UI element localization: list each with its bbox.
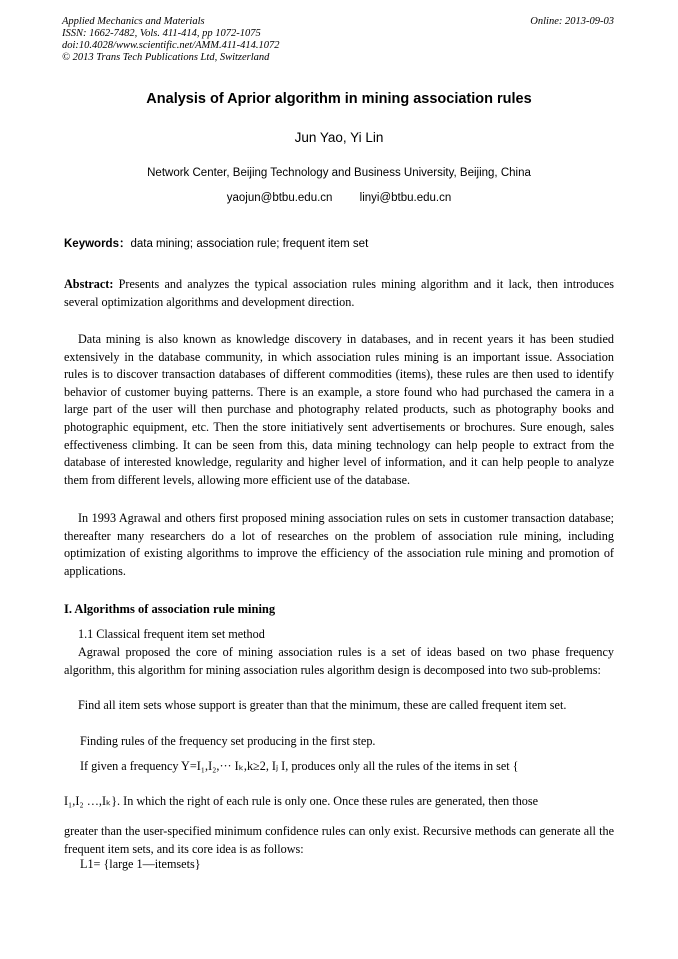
body-paragraph: If given a frequency Y=I₁,I₂,··· Iₖ,k≥2, Iⱼ I, produces only all the rules of the items in set { bbox=[80, 759, 519, 773]
author-emails bbox=[0, 192, 678, 204]
body-paragraph: Find all item sets whose support is greater than that the minimum, these are called frequent item set. bbox=[78, 698, 567, 712]
journal-doi: doi:10.4028/www.scientific.net/AMM.411-414.1072 bbox=[62, 40, 280, 51]
online-date: Online: 2013-09-03 bbox=[530, 16, 614, 27]
body-paragraph: In 1993 Agrawal and others first proposed mining association rules on sets in customer transaction database; thereafter many researchers do a lot of researches on the problem of association rule mining, including optimization of existing algorithms to improve the efficiency of the association rule mining and promotion of applications. bbox=[64, 511, 614, 578]
paper-title: Analysis of Aprior algorithm in mining association rules bbox=[146, 91, 532, 107]
keywords bbox=[64, 235, 368, 251]
author-email: yaojun@btbu.edu.cn bbox=[226, 192, 333, 204]
section-heading: I. Algorithms of association rule mining bbox=[64, 602, 276, 616]
body-paragraph: Finding rules of the frequency set producing in the first step. bbox=[80, 734, 376, 748]
abstract-label: Abstract: bbox=[64, 277, 114, 291]
journal-header bbox=[62, 16, 614, 64]
body-paragraph: I₁,I₂ …,Iₖ}. In which the right of each rule is only one. Once these rules are generated, then those bbox=[64, 794, 539, 808]
body-paragraph: Agrawal proposed the core of mining association rules is a set of ideas based on two phase frequency algorithm, this algorithm for mining association rules algorithm design is decomposed into two sub-problems: bbox=[64, 645, 614, 677]
journal-name: Applied Mechanics and Materials bbox=[62, 16, 205, 27]
paper-authors: Jun Yao, Yi Lin bbox=[294, 130, 384, 145]
author-affiliation: Network Center, Beijing Technology and Business University, Beijing, China bbox=[147, 167, 531, 179]
abstract-text: Presents and analyzes the typical association rules mining algorithm and it lack, then introduces several optimization algorithms and development direction. bbox=[64, 277, 614, 309]
keywords-label: Keywords： bbox=[64, 238, 131, 250]
body-paragraph: Data mining is also known as knowledge discovery in databases, and in recent years it has been studied extensively in the database community, in which association rules mining is an important issue. Association rules is to discover transaction databases of different commodities (items), these rules are then used to identify behavior of customer buying patterns. There is an example, a store found who had purchased the camera in a large part of the user will then purchase and photography related products, such as photography books and photographic equipment, etc. Then the store initiatively sent advertisements or brochures. Sure enough, sales effectiveness climbing. It can be seen from this, data mining technology can help people to extract from the database of interested knowledge, regularity and higher level of information, and it can help people to analyze them from different levels, allowing more efficient use of the database. bbox=[64, 332, 614, 487]
author-email: linyi@btbu.edu.cn bbox=[359, 192, 452, 204]
subsection-heading: 1.1 Classical frequent item set method bbox=[78, 627, 265, 641]
formula-line: L1= {large 1—itemsets} bbox=[80, 857, 201, 871]
journal-copyright: © 2013 Trans Tech Publications Ltd, Switzerland bbox=[62, 52, 270, 63]
keywords-text: data mining; association rule; frequent item set bbox=[130, 238, 369, 250]
journal-issn: ISSN: 1662-7482, Vols. 411-414, pp 1072-1075 bbox=[62, 28, 261, 39]
abstract bbox=[64, 276, 614, 311]
body-paragraph: greater than the user-specified minimum confidence rules can only exist. Recursive methods can generate all the frequent item sets, and its core idea is as follows: bbox=[64, 824, 614, 856]
